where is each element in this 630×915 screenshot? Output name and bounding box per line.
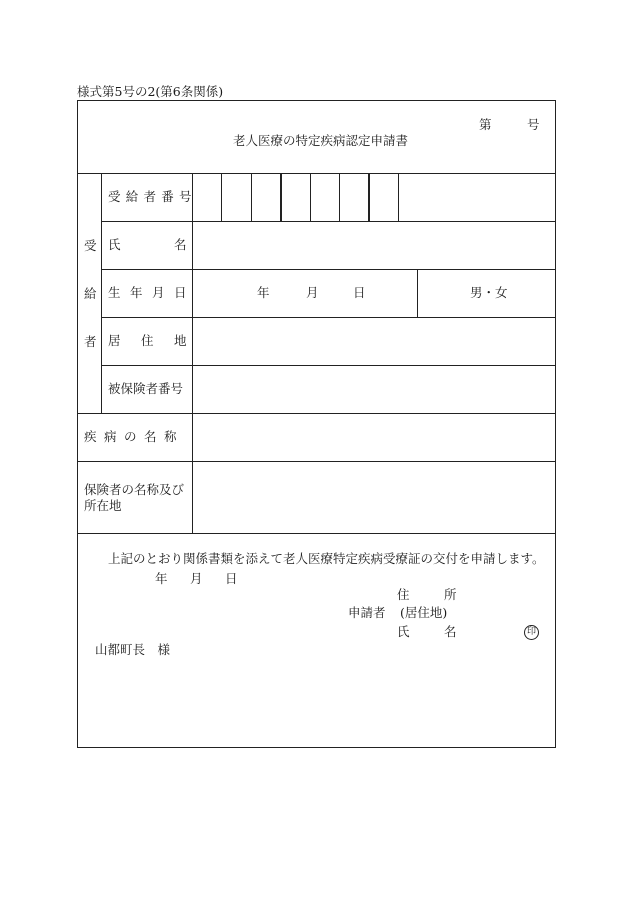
label-recipient-number: 受給者番号 bbox=[108, 189, 197, 204]
declaration-date-year: 年 bbox=[155, 571, 168, 586]
label-birth-char-3: 月 bbox=[152, 285, 165, 300]
number-box-line-5 bbox=[339, 173, 340, 221]
recipient-group-char-3: 者 bbox=[84, 334, 97, 349]
birth-month: 月 bbox=[306, 285, 319, 300]
label-insurer-line2: 所在地 bbox=[84, 498, 122, 513]
line-row3 bbox=[101, 317, 556, 318]
form-title: 老人医療の特定疾病認定申請書 bbox=[233, 133, 409, 148]
birth-day: 日 bbox=[353, 285, 366, 300]
number-box-line-7 bbox=[398, 173, 399, 221]
line-row1 bbox=[101, 221, 556, 222]
number-label-dai: 第 bbox=[479, 117, 492, 132]
label-birth-char-1: 生 bbox=[108, 285, 121, 300]
seal-icon: 印 bbox=[524, 625, 539, 640]
label-name-char-2: 名 bbox=[174, 237, 187, 252]
line-sex-separator bbox=[417, 269, 418, 317]
frame-right bbox=[555, 100, 556, 747]
label-address-char-3: 地 bbox=[174, 333, 187, 348]
frame-bottom bbox=[77, 747, 556, 748]
number-box-line-3 bbox=[280, 173, 282, 221]
line-row6 bbox=[77, 461, 556, 462]
form-id: 様式第5号の2(第6条関係) bbox=[77, 84, 224, 99]
declaration-date-day: 日 bbox=[225, 571, 238, 586]
recipient-group-char-2: 給 bbox=[84, 286, 97, 301]
declaration-statement: 上記のとおり関係書類を添えて老人医療特定疾病受療証の交付を申請します。 bbox=[108, 551, 545, 566]
number-box-line-4 bbox=[310, 173, 311, 221]
addressee: 山都町長 様 bbox=[95, 642, 171, 657]
name-label-a: 氏 bbox=[397, 624, 410, 639]
line-label-separator bbox=[192, 173, 193, 533]
line-group-separator bbox=[101, 173, 102, 413]
frame-top bbox=[77, 100, 556, 101]
line-header-bottom bbox=[77, 173, 556, 174]
frame-left bbox=[77, 100, 78, 747]
number-box-line-2 bbox=[251, 173, 252, 221]
line-row7 bbox=[77, 533, 556, 534]
label-address-char-2: 住 bbox=[141, 333, 154, 348]
line-row4 bbox=[101, 365, 556, 366]
declaration-date-month: 月 bbox=[190, 571, 203, 586]
label-birth-char-4: 日 bbox=[174, 285, 187, 300]
line-row2 bbox=[101, 269, 556, 270]
label-name-char-1: 氏 bbox=[108, 237, 121, 252]
label-disease-name: 疾病の名称 bbox=[84, 429, 185, 444]
recipient-group-char-1: 受 bbox=[84, 238, 97, 253]
label-insured-number: 被保険者番号 bbox=[108, 381, 184, 396]
residence-label: (居住地) bbox=[400, 605, 448, 620]
label-birth-char-2: 年 bbox=[130, 285, 143, 300]
name-label-b: 名 bbox=[444, 624, 457, 639]
number-box-line-1 bbox=[221, 173, 222, 221]
number-box-line-6 bbox=[368, 173, 370, 221]
sex-choice: 男・女 bbox=[470, 285, 508, 300]
label-address-char-1: 居 bbox=[108, 333, 121, 348]
number-label-go: 号 bbox=[527, 117, 540, 132]
birth-year: 年 bbox=[257, 285, 270, 300]
label-insurer-line1: 保険者の名称及び bbox=[84, 482, 185, 497]
line-row5 bbox=[77, 413, 556, 414]
address-label-b: 所 bbox=[444, 587, 457, 602]
applicant-label: 申請者 bbox=[348, 605, 386, 620]
address-label-a: 住 bbox=[397, 587, 410, 602]
